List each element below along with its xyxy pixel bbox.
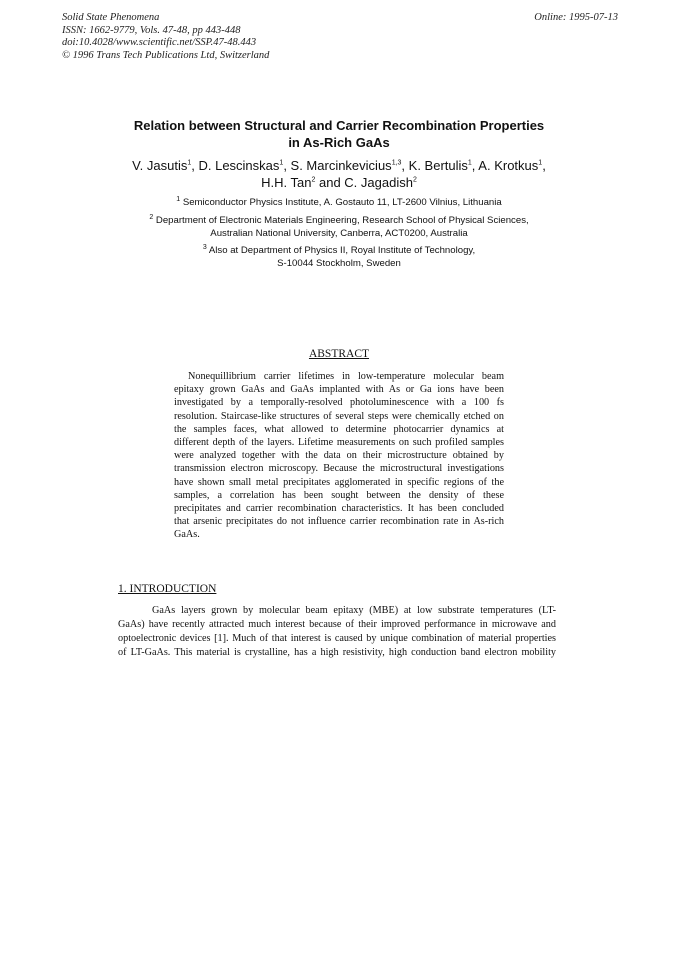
abstract-line: GaAs. — [174, 529, 200, 541]
affiliation-3-text: Also at Department of Physics II, Royal Institute of Technology, — [206, 245, 476, 256]
introduction-body — [118, 604, 556, 660]
abstract-line: investigated by a temporally-resolved photoluminescence with a 100 fs — [174, 397, 504, 409]
author-tan: H.H. Tan — [261, 175, 312, 190]
affiliation-2-line-2: Australian National University, Canberra, ACT0200, Australia — [210, 228, 468, 239]
author-sup: 1 — [187, 159, 192, 167]
abstract-line: transmission electron microscopy. Because the microstructural investigations — [174, 463, 504, 475]
abstract-line: samples, a correlation has been sought between the density of these — [174, 489, 504, 501]
affiliation-3 — [110, 244, 568, 270]
author-list — [92, 157, 586, 191]
author-bertulis: , K. Bertulis — [401, 158, 468, 173]
author-line-2 — [92, 174, 586, 191]
author-lescinskas: , D. Lescinskas — [191, 158, 280, 173]
affiliation-sup: 1 — [176, 195, 181, 203]
author-line-1 — [92, 157, 586, 174]
abstract-line: the samples faces, what allowed to determine photocarrier dynamics at — [174, 423, 504, 435]
affiliation-1-text: Semiconductor Physics Institute, A. Gostauto 11, LT-2600 Vilnius, Lithuania — [180, 197, 502, 208]
doi-line: doi:10.4028/www.scientific.net/SSP.47-48.443 — [62, 37, 257, 48]
author-jasutis: V. Jasutis — [132, 158, 188, 173]
affiliation-sup: 2 — [149, 213, 154, 221]
journal-name: Solid State Phenomena — [62, 12, 160, 23]
author-sup: 1 — [467, 159, 472, 167]
introduction-line: GaAs layers grown by molecular beam epitaxy (MBE) at low substrate temperatures (LT- — [152, 605, 556, 616]
author-sup: 1 — [538, 159, 543, 167]
author-sup: 1 — [279, 159, 284, 167]
abstract-line: resolution. Staircase-like structures of several steps were chemically etched on — [174, 410, 504, 422]
affiliation-2-text: Department of Electronic Materials Engineering, Research School of Physical Sciences, — [153, 215, 529, 226]
introduction-line: optoelectronic devices [1]. Much of that interest is caused by unique combination of material properties — [118, 633, 556, 644]
introduction-line: GaAs) have recently attracted much interest because of their improved performance in microwave and — [118, 619, 556, 630]
author-marcinkevicius: , S. Marcinkevicius — [283, 158, 392, 173]
affiliation-2 — [110, 214, 568, 240]
abstract-body — [174, 370, 504, 542]
author-separator: , — [542, 158, 546, 173]
introduction-heading: 1. INTRODUCTION — [118, 583, 217, 595]
title-line-2: in As-Rich GaAs — [288, 135, 390, 150]
abstract-line: Nonequillibrium carrier lifetimes in low-temperature molecular beam — [188, 371, 504, 382]
issn-line: ISSN: 1662-9779, Vols. 47-48, pp 443-448 — [62, 24, 241, 36]
introduction-line: of LT-GaAs. This material is crystalline, has a high resistivity, high conduction band electron mobility — [118, 647, 556, 658]
author-sup: 2 — [311, 176, 316, 184]
affiliation-2-line-1 — [110, 214, 568, 227]
abstract-line: epitaxy grown GaAs and GaAs implanted with As or Ga ions have been — [174, 384, 504, 396]
journal-header — [62, 12, 269, 62]
affiliation-1-line — [110, 196, 568, 209]
abstract-line: different depth of the layers. Lifetime measurements on such profiled samples — [174, 437, 504, 449]
online-date: Online: 1995-07-13 — [534, 12, 618, 23]
copyright-line: © 1996 Trans Tech Publications Ltd, Switzerland — [62, 49, 270, 61]
author-krotkus: , A. Krotkus — [471, 158, 539, 173]
abstract-line: precipitates and carrier recombination characteristics. It has been concluded — [174, 503, 504, 515]
abstract-line: have shown small metal precipitates agglomerated in specific regions of the — [174, 476, 504, 488]
affiliation-sup: 3 — [202, 243, 207, 251]
title-line-1: Relation between Structural and Carrier Recombination Properties — [133, 118, 545, 133]
affiliation-1 — [110, 196, 568, 209]
affiliation-3-line-1 — [110, 244, 568, 257]
abstract-line: that arsenic precipitates do not influence carrier recombination rate in As-rich — [174, 516, 504, 528]
author-sup: 1,3 — [391, 159, 402, 167]
affiliation-3-line-2: S-10044 Stockholm, Sweden — [277, 258, 401, 269]
paper-title — [100, 117, 578, 151]
abstract-line: were analyzed together with the data on their microstructure obtained by — [174, 450, 504, 462]
author-sup: 2 — [412, 176, 417, 184]
abstract-heading: ABSTRACT — [308, 348, 370, 360]
author-jagadish: and C. Jagadish — [315, 175, 413, 190]
